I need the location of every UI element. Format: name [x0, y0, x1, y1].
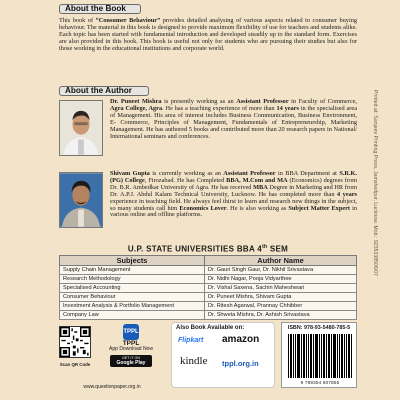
isbn-barcode [281, 322, 357, 388]
tppl-site-logo[interactable]: tppl.org.in [222, 359, 259, 368]
author-cell: Dr. Gauri Singh Gaur, Dr. Nikhil Srivastava [205, 266, 357, 275]
author-cell: Dr. Puneet Mishra, Shivam Gupta [205, 293, 357, 302]
tppl-app-icon: TPPL [123, 324, 139, 340]
printer-imprint: Printed at: Sanjeev Printing Press, Jamshedpur, Lucknow. Mob.: 9235338506/07 [372, 90, 378, 277]
table-row [60, 293, 357, 302]
flipkart-logo[interactable]: Flipkart [178, 337, 204, 344]
table-row [60, 302, 357, 311]
subject-cell: Research Methodology [60, 275, 205, 284]
about-book-heading: About the Book [59, 4, 141, 14]
col-author-name: Author Name [205, 256, 357, 266]
table-row [60, 266, 357, 275]
isbn-number: ISBN: 978-93-5480-785-5 [287, 325, 351, 331]
about-author-heading: About the Author [59, 86, 149, 96]
author-cell: Dr. Nidhi Nagar, Pooja Vidyarthee [205, 275, 357, 284]
availability-title: Also Book Available on: [176, 325, 245, 331]
app-tagline: App Download Now [109, 346, 153, 352]
website-link[interactable]: www.questionpaper.org.in [83, 384, 141, 390]
author2-bio: Shivam Gupta is currently working as an Assistant Professor in BBA Department at S.R.K. (PG) College, Firozabad. He has Completed BBA, M.Com and MA (Economics) degrees from Dr. B.R. Ambedkar University of Agra. He has received MBA Degree in Marketing and HR from Dr. A.P.J. Abdul Kalam Technical University, Lucknow. He has completed more than 4 years experience in teaching field. He always feel thirst to learn and research new things in the subject, so many students call him Economics Lover. He is also working as Subject Matter Expert in various online and offline platforms. [110, 170, 358, 219]
table-header-row [60, 256, 357, 266]
qr-code-icon[interactable] [59, 326, 91, 358]
isbn-digits: 9 789354 807855 [300, 380, 340, 385]
subject-cell: Consumer Behaviour [60, 293, 205, 302]
store-availability [171, 322, 275, 388]
barcode-icon [287, 334, 353, 378]
col-subjects: Subjects [60, 256, 205, 266]
app-name: TPPL [122, 340, 140, 347]
qr-caption: Scan QR Code [59, 362, 91, 367]
author-photo-puneet-mishra [59, 100, 103, 156]
subject-cell: Specialised Accounting [60, 284, 205, 293]
app-promo[interactable] [105, 324, 157, 367]
author-cell: Dr. Shweta Mishra, Dr. Ashish Srivastava [205, 311, 357, 320]
author-cell: Dr. Ritesh Agarwal, Prannay Chhibber [205, 302, 357, 311]
author-photo-shivam-gupta [59, 172, 103, 228]
author1-bio: Dr. Puneet Mishra is presently working as an Assistant Professor in Faculty of Commerce, Agra College, Agra. He has a teaching experience of more than 14 years in the specialised area of Management. His area of interest includes Business Communication, Business Environment, E- Commerce, Principles of Management, Fundamentals of Entrepreneurship, Marketing Management. He has authored 5 books and contributed more than 20 research papers in National/ International seminars and conferences. [110, 98, 357, 140]
kindle-logo[interactable]: kindle [180, 355, 208, 367]
university-title: U.P. STATE UNIVERSITIES BBA 4th SEM [127, 244, 289, 254]
google-play-badge[interactable]: GET IT ON Google Play [110, 355, 152, 367]
table-row [60, 275, 357, 284]
subject-cell: Supply Chain Management [60, 266, 205, 275]
footer-section [59, 322, 357, 392]
about-book-text: This book of “Consumer Behaviour” provides detailed analysing of various aspects related to consumer buying behaviour. The material in this book is designed to provide maximum flexibility of use for teachers and students alike. Each topic has been started with fundamental introduction and developed steadily up to the standard form. Exercises are also provided in this book. This book is useful not only for students who are pursuing their studies but also for those working in the educational institutions and corporate world. [59, 17, 357, 52]
table-row [60, 311, 357, 320]
series-table [59, 255, 357, 320]
subject-cell: Company Law [60, 311, 205, 320]
subject-cell: Investment Analysis & Portfolio Management [60, 302, 205, 311]
table-row [60, 284, 357, 293]
author-cell: Dr. Vishal Saxena, Sachin Maheshwari [205, 284, 357, 293]
amazon-logo[interactable]: amazon [222, 334, 260, 345]
